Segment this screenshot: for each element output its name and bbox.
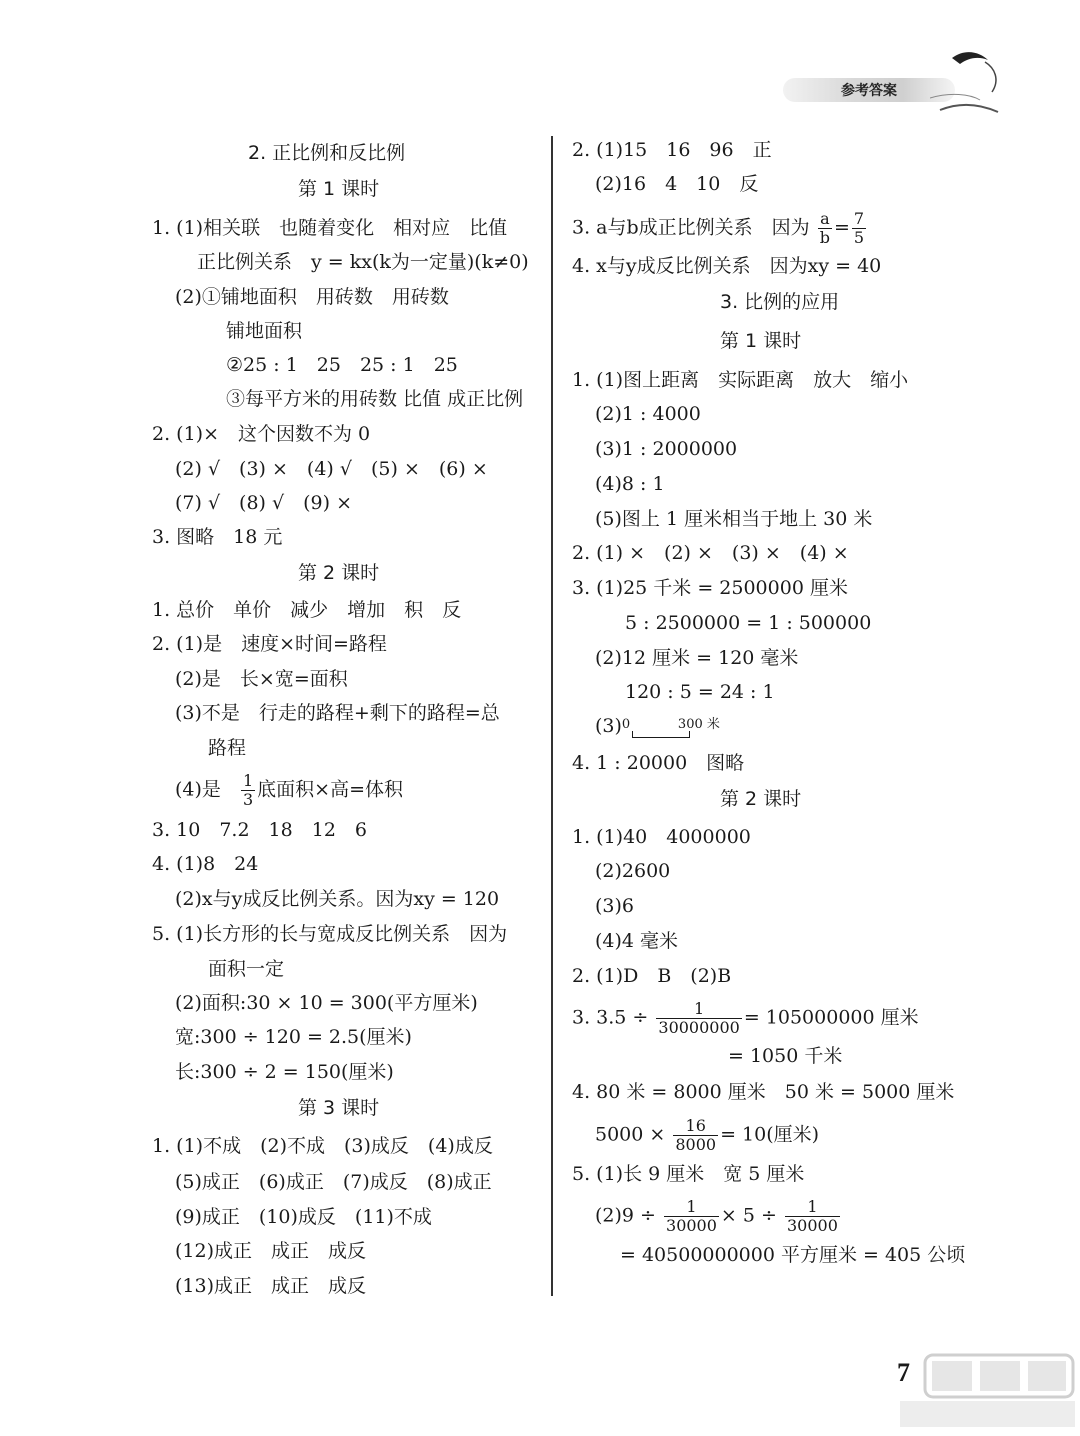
fraction — [852, 210, 866, 247]
answer-line: 1. (1)相关联 也随着变化 相对应 比值 — [152, 217, 508, 239]
frac-den: 8000 — [675, 1135, 717, 1154]
right-q4-2-line — [595, 1117, 819, 1154]
fraction — [673, 1117, 718, 1154]
section-heading: 第 1 课时 — [298, 178, 380, 200]
answer-line: 1. 总价 单价 减少 增加 积 反 — [152, 599, 462, 621]
answer-line: (2)x与y成反比例关系。因为xy = 120 — [175, 888, 500, 910]
frac-num: 1 — [664, 1198, 719, 1217]
answer-line: (2)①铺地面积 用砖数 用砖数 — [175, 286, 449, 308]
scale-line — [595, 714, 722, 739]
answer-line: 2. (1)× 这个因数不为 0 — [152, 423, 371, 445]
answer-line: 5 : 2500000 = 1 : 500000 — [625, 612, 872, 634]
answer-line: (12)成正 成正 成反 — [175, 1240, 367, 1262]
answer-line: (2)1 : 4000 — [595, 403, 701, 425]
answer-line: 5. (1)长 9 厘米 宽 5 厘米 — [572, 1163, 805, 1185]
answer-line: 1. (1)40 4000000 — [572, 826, 751, 848]
answer-line: 4. 1 : 20000 图略 — [572, 752, 745, 774]
watermark-logo-icon — [900, 1343, 1075, 1433]
answer-line: 1. (1)不成 (2)不成 (3)成反 (4)成反 — [152, 1135, 493, 1157]
fraction — [656, 1000, 741, 1037]
answer-line: 面积一定 — [208, 958, 285, 980]
frac-num: 1 — [785, 1198, 840, 1217]
frac-pre: 5000 × — [595, 1123, 666, 1146]
section-heading: 3. 比例的应用 — [720, 291, 840, 313]
answer-line: 2. (1)D B (2)B — [572, 965, 732, 987]
answer-line: (2)2600 — [595, 860, 671, 882]
answer-line: = 40500000000 平方厘米 = 405 公顷 — [620, 1244, 966, 1266]
right-q5-2-line — [595, 1198, 842, 1235]
frac-pre: 3. 3.5 ÷ — [572, 1006, 649, 1029]
section-heading: 第 2 课时 — [720, 788, 802, 810]
decorative-ink-icon — [930, 40, 1050, 130]
frac-den: 30000 — [786, 1216, 838, 1235]
frac-mid: × 5 ÷ — [720, 1204, 777, 1227]
answer-line: (5)成正 (6)成正 (7)成反 (8)成正 — [175, 1171, 492, 1193]
answer-line: (5)图上 1 厘米相当于地上 30 米 — [595, 508, 873, 530]
scale-bar — [622, 715, 722, 739]
answer-line: 2. (1)15 16 96 正 — [572, 139, 772, 161]
scale-pre: (3) — [595, 715, 622, 737]
right-q3-line — [572, 210, 868, 247]
scale-zero: 0 — [621, 717, 631, 732]
section-heading: 2. 正比例和反比例 — [248, 142, 406, 164]
frac-den: 30000 — [666, 1216, 717, 1235]
frac-mid: = — [833, 216, 850, 239]
frac-pre: 3. a与b成正比例关系 因为 — [572, 216, 810, 239]
answer-line: 5. (1)长方形的长与宽成反比例关系 因为 — [152, 923, 508, 945]
answer-line: 铺地面积 — [226, 320, 303, 342]
answer-line: 2. (1)是 速度×时间=路程 — [152, 633, 387, 655]
answer-line: 120 : 5 = 24 : 1 — [625, 681, 775, 703]
answer-line: 2. (1) × (2) × (3) × (4) × — [572, 542, 849, 564]
answer-line: (3)不是 行走的路程+剩下的路程=总 — [175, 702, 500, 724]
answer-line: 3. 10 7.2 18 12 6 — [152, 819, 368, 841]
section-heading: 第 2 课时 — [298, 562, 380, 584]
frac-pre: (4)是 — [175, 778, 221, 801]
answer-line: (4)4 毫米 — [595, 930, 679, 952]
fraction — [785, 1198, 840, 1235]
frac-den: 3 — [242, 790, 254, 809]
answer-line: (3)6 — [595, 895, 635, 917]
frac-post: 底面积×高=体积 — [257, 778, 403, 801]
answer-line: 3. 图略 18 元 — [152, 526, 283, 548]
frac-num: 1 — [656, 1000, 741, 1019]
answer-line: 1. (1)图上距离 实际距离 放大 缩小 — [572, 369, 909, 391]
frac-num: 7 — [853, 209, 865, 228]
scale-end: 300 米 — [677, 717, 720, 732]
left-fraction-line — [175, 772, 403, 809]
answer-line: ②25 : 1 25 25 : 1 25 — [226, 354, 458, 376]
right-q3-2-line — [572, 1000, 919, 1037]
answer-line: (4)8 : 1 — [595, 473, 665, 495]
answer-line: (2)16 4 10 反 — [595, 173, 759, 195]
answer-line: ③每平方米的用砖数 比值 成正比例 — [226, 388, 524, 410]
answer-line: 4. (1)8 24 — [152, 853, 259, 875]
answer-line: (2)面积:30 × 10 = 300(平方厘米) — [175, 992, 478, 1014]
section-heading: 第 3 课时 — [298, 1097, 380, 1119]
answer-line: (7) √ (8) √ (9) × — [175, 492, 352, 514]
fraction — [818, 210, 832, 247]
answer-line: 长:300 ÷ 2 = 150(厘米) — [175, 1061, 394, 1083]
header-tab-label: 参考答案 — [841, 83, 897, 99]
frac-post: = 105000000 厘米 — [743, 1006, 919, 1029]
fraction — [241, 772, 255, 809]
answer-line: 宽:300 ÷ 120 = 2.5(厘米) — [175, 1026, 412, 1048]
answer-line: (2)是 长×宽=面积 — [175, 668, 348, 690]
frac-pre: (2)9 ÷ — [595, 1204, 656, 1227]
answer-line: 正比例关系 y = kx(k为一定量)(k≠0) — [197, 251, 529, 273]
answer-line: (13)成正 成正 成反 — [175, 1275, 367, 1297]
answer-line: = 1050 千米 — [728, 1045, 843, 1067]
answer-line: 3. (1)25 千米 = 2500000 厘米 — [572, 577, 848, 599]
frac-den: 5 — [853, 228, 865, 247]
answer-line: (2)12 厘米 = 120 毫米 — [595, 647, 799, 669]
answer-line: 路程 — [208, 737, 247, 759]
frac-num: 16 — [673, 1117, 718, 1136]
frac-post: = 10(厘米) — [720, 1123, 820, 1146]
answer-line: 4. 80 米 = 8000 厘米 50 米 = 5000 厘米 — [572, 1081, 955, 1103]
frac-num: 1 — [242, 771, 254, 790]
answer-line: (9)成正 (10)成反 (11)不成 — [175, 1206, 432, 1228]
frac-den: b — [819, 228, 830, 247]
column-divider — [551, 136, 553, 1296]
answer-line: (3)1 : 2000000 — [595, 438, 738, 460]
answer-line: 4. x与y成反比例关系 因为xy = 40 — [572, 255, 882, 277]
answer-line: (2) √ (3) × (4) √ (5) × (6) × — [175, 458, 488, 480]
frac-den: 30000000 — [658, 1018, 740, 1037]
fraction — [664, 1198, 719, 1235]
frac-num: a — [818, 210, 832, 229]
page-number: 7 — [897, 1358, 910, 1387]
section-heading: 第 1 课时 — [720, 330, 802, 352]
